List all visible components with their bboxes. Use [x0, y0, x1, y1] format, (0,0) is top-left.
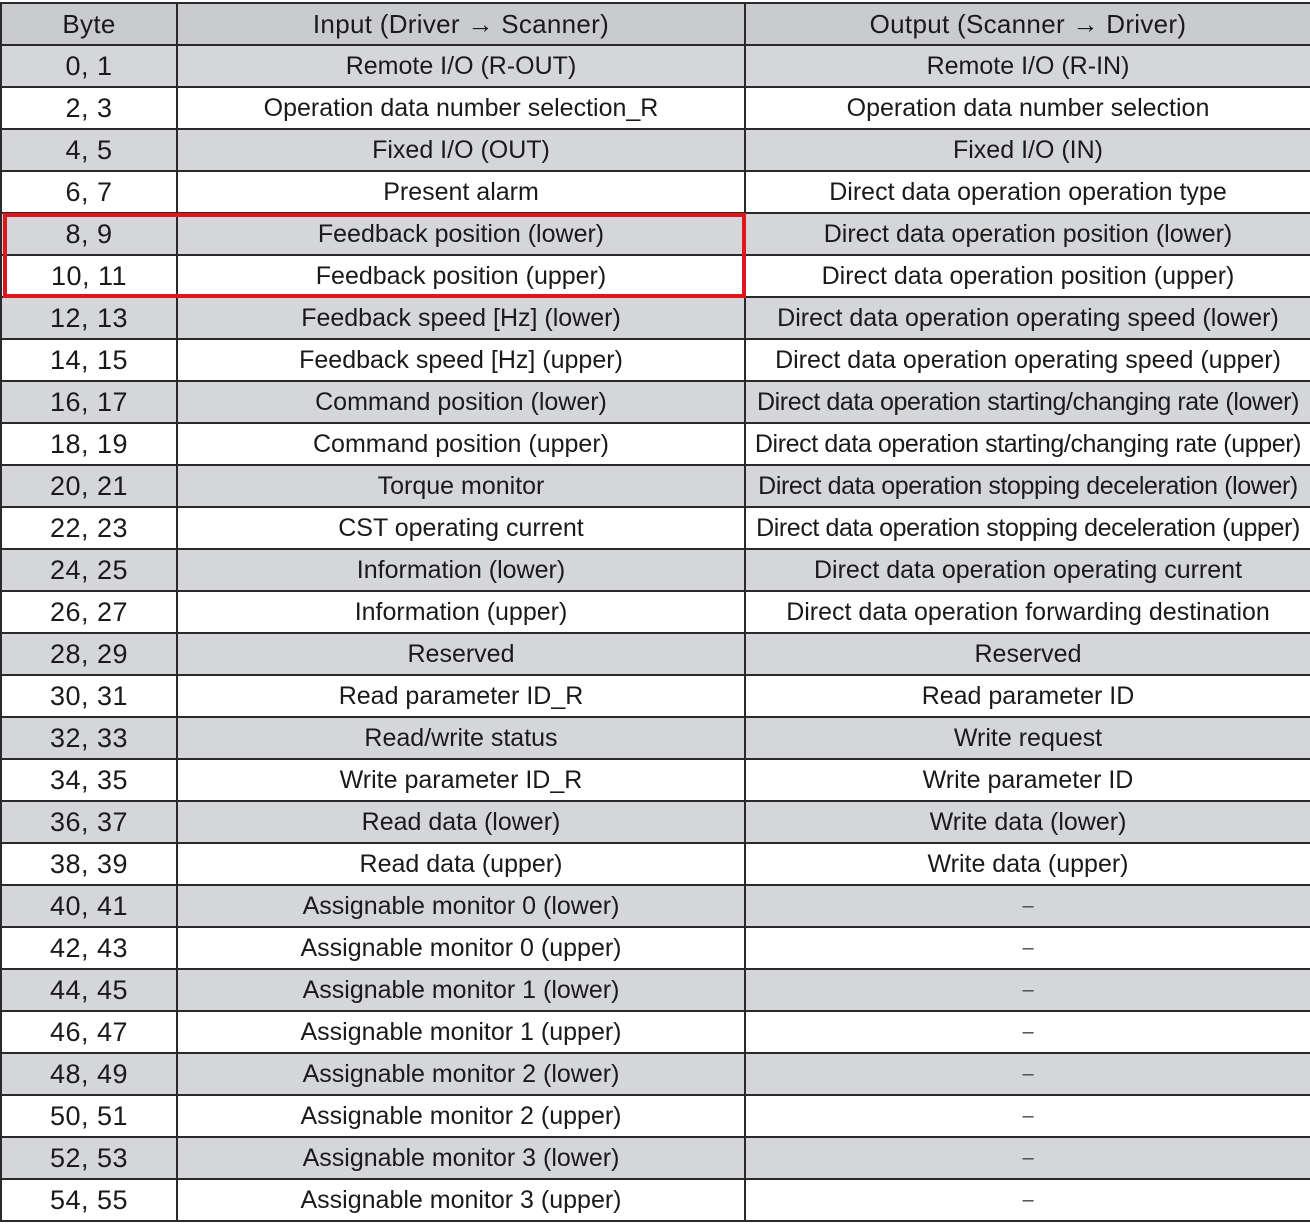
input-cell: Assignable monitor 0 (lower)	[177, 885, 745, 927]
input-cell: Information (lower)	[177, 549, 745, 591]
table-row	[1, 675, 1310, 717]
input-cell: Reserved	[177, 633, 745, 675]
byte-cell: 26, 27	[1, 591, 177, 633]
byte-cell: 12, 13	[1, 297, 177, 339]
table-row	[1, 129, 1310, 171]
input-cell: Torque monitor	[177, 465, 745, 507]
table-row	[1, 87, 1310, 129]
output-cell: –	[745, 969, 1310, 1011]
table-row	[1, 633, 1310, 675]
table-row	[1, 885, 1310, 927]
table-row	[1, 969, 1310, 1011]
input-cell: Write parameter ID_R	[177, 759, 745, 801]
input-cell: Assignable monitor 0 (upper)	[177, 927, 745, 969]
output-cell: –	[745, 927, 1310, 969]
byte-cell: 34, 35	[1, 759, 177, 801]
input-cell: CST operating current	[177, 507, 745, 549]
header-output: Output (Scanner → Driver)	[745, 3, 1310, 45]
input-cell: Read data (upper)	[177, 843, 745, 885]
io-table-container	[0, 2, 1310, 1222]
byte-cell: 0, 1	[1, 45, 177, 87]
byte-cell: 44, 45	[1, 969, 177, 1011]
input-cell: Assignable monitor 2 (upper)	[177, 1095, 745, 1137]
byte-cell: 40, 41	[1, 885, 177, 927]
output-cell: Write request	[745, 717, 1310, 759]
input-cell: Read/write status	[177, 717, 745, 759]
table-row	[1, 423, 1310, 465]
table-body	[1, 45, 1310, 1221]
table-row	[1, 381, 1310, 423]
byte-cell: 48, 49	[1, 1053, 177, 1095]
byte-cell: 46, 47	[1, 1011, 177, 1053]
byte-cell: 52, 53	[1, 1137, 177, 1179]
input-cell: Assignable monitor 2 (lower)	[177, 1053, 745, 1095]
input-cell: Read data (lower)	[177, 801, 745, 843]
output-cell: Direct data operation position (lower)	[745, 213, 1310, 255]
output-cell: Direct data operation starting/changing rate (lower)	[745, 381, 1310, 423]
table-row	[1, 507, 1310, 549]
byte-cell: 30, 31	[1, 675, 177, 717]
input-cell: Fixed I/O (OUT)	[177, 129, 745, 171]
output-cell: –	[745, 885, 1310, 927]
table-row	[1, 1095, 1310, 1137]
io-mapping-table	[0, 2, 1310, 1222]
table-row	[1, 759, 1310, 801]
output-cell: Reserved	[745, 633, 1310, 675]
table-row	[1, 339, 1310, 381]
byte-cell: 36, 37	[1, 801, 177, 843]
input-cell: Feedback position (upper)	[177, 255, 745, 297]
output-cell: Direct data operation stopping deceleration (upper)	[745, 507, 1310, 549]
table-row	[1, 297, 1310, 339]
byte-cell: 24, 25	[1, 549, 177, 591]
table-row	[1, 1053, 1310, 1095]
input-cell: Read parameter ID_R	[177, 675, 745, 717]
byte-cell: 8, 9	[1, 213, 177, 255]
input-cell: Assignable monitor 1 (upper)	[177, 1011, 745, 1053]
table-row	[1, 591, 1310, 633]
output-cell: –	[745, 1095, 1310, 1137]
input-cell: Feedback speed [Hz] (upper)	[177, 339, 745, 381]
output-cell: Direct data operation position (upper)	[745, 255, 1310, 297]
input-cell: Command position (lower)	[177, 381, 745, 423]
byte-cell: 54, 55	[1, 1179, 177, 1221]
output-cell: Write data (upper)	[745, 843, 1310, 885]
table-row	[1, 717, 1310, 759]
table-row	[1, 465, 1310, 507]
byte-cell: 4, 5	[1, 129, 177, 171]
output-cell: Fixed I/O (IN)	[745, 129, 1310, 171]
table-row	[1, 549, 1310, 591]
byte-cell: 16, 17	[1, 381, 177, 423]
input-cell: Assignable monitor 1 (lower)	[177, 969, 745, 1011]
output-cell: –	[745, 1179, 1310, 1221]
input-cell: Assignable monitor 3 (upper)	[177, 1179, 745, 1221]
input-cell: Assignable monitor 3 (lower)	[177, 1137, 745, 1179]
byte-cell: 22, 23	[1, 507, 177, 549]
input-cell: Command position (upper)	[177, 423, 745, 465]
output-cell: Direct data operation operating speed (lower)	[745, 297, 1310, 339]
byte-cell: 10, 11	[1, 255, 177, 297]
output-cell: Read parameter ID	[745, 675, 1310, 717]
table-header-row	[1, 3, 1310, 45]
header-input: Input (Driver → Scanner)	[177, 3, 745, 45]
byte-cell: 42, 43	[1, 927, 177, 969]
byte-cell: 2, 3	[1, 87, 177, 129]
input-cell: Feedback speed [Hz] (lower)	[177, 297, 745, 339]
table-row	[1, 801, 1310, 843]
output-cell: –	[745, 1011, 1310, 1053]
table-row	[1, 171, 1310, 213]
table-row	[1, 927, 1310, 969]
output-cell: Direct data operation starting/changing rate (upper)	[745, 423, 1310, 465]
output-cell: Direct data operation operating current	[745, 549, 1310, 591]
output-cell: Direct data operation stopping deceleration (lower)	[745, 465, 1310, 507]
input-cell: Operation data number selection_R	[177, 87, 745, 129]
header-byte: Byte	[1, 3, 177, 45]
table-row	[1, 255, 1310, 297]
byte-cell: 32, 33	[1, 717, 177, 759]
input-cell: Remote I/O (R-OUT)	[177, 45, 745, 87]
output-cell: Write parameter ID	[745, 759, 1310, 801]
byte-cell: 28, 29	[1, 633, 177, 675]
byte-cell: 14, 15	[1, 339, 177, 381]
byte-cell: 6, 7	[1, 171, 177, 213]
table-row	[1, 213, 1310, 255]
table-row	[1, 1137, 1310, 1179]
byte-cell: 18, 19	[1, 423, 177, 465]
output-cell: Direct data operation forwarding destination	[745, 591, 1310, 633]
output-cell: Direct data operation operating speed (upper)	[745, 339, 1310, 381]
output-cell: Direct data operation operation type	[745, 171, 1310, 213]
table-row	[1, 843, 1310, 885]
input-cell: Feedback position (lower)	[177, 213, 745, 255]
byte-cell: 38, 39	[1, 843, 177, 885]
byte-cell: 20, 21	[1, 465, 177, 507]
output-cell: –	[745, 1053, 1310, 1095]
input-cell: Present alarm	[177, 171, 745, 213]
table-row	[1, 1179, 1310, 1221]
output-cell: Remote I/O (R-IN)	[745, 45, 1310, 87]
byte-cell: 50, 51	[1, 1095, 177, 1137]
input-cell: Information (upper)	[177, 591, 745, 633]
table-row	[1, 1011, 1310, 1053]
output-cell: Operation data number selection	[745, 87, 1310, 129]
output-cell: Write data (lower)	[745, 801, 1310, 843]
table-row	[1, 45, 1310, 87]
output-cell: –	[745, 1137, 1310, 1179]
